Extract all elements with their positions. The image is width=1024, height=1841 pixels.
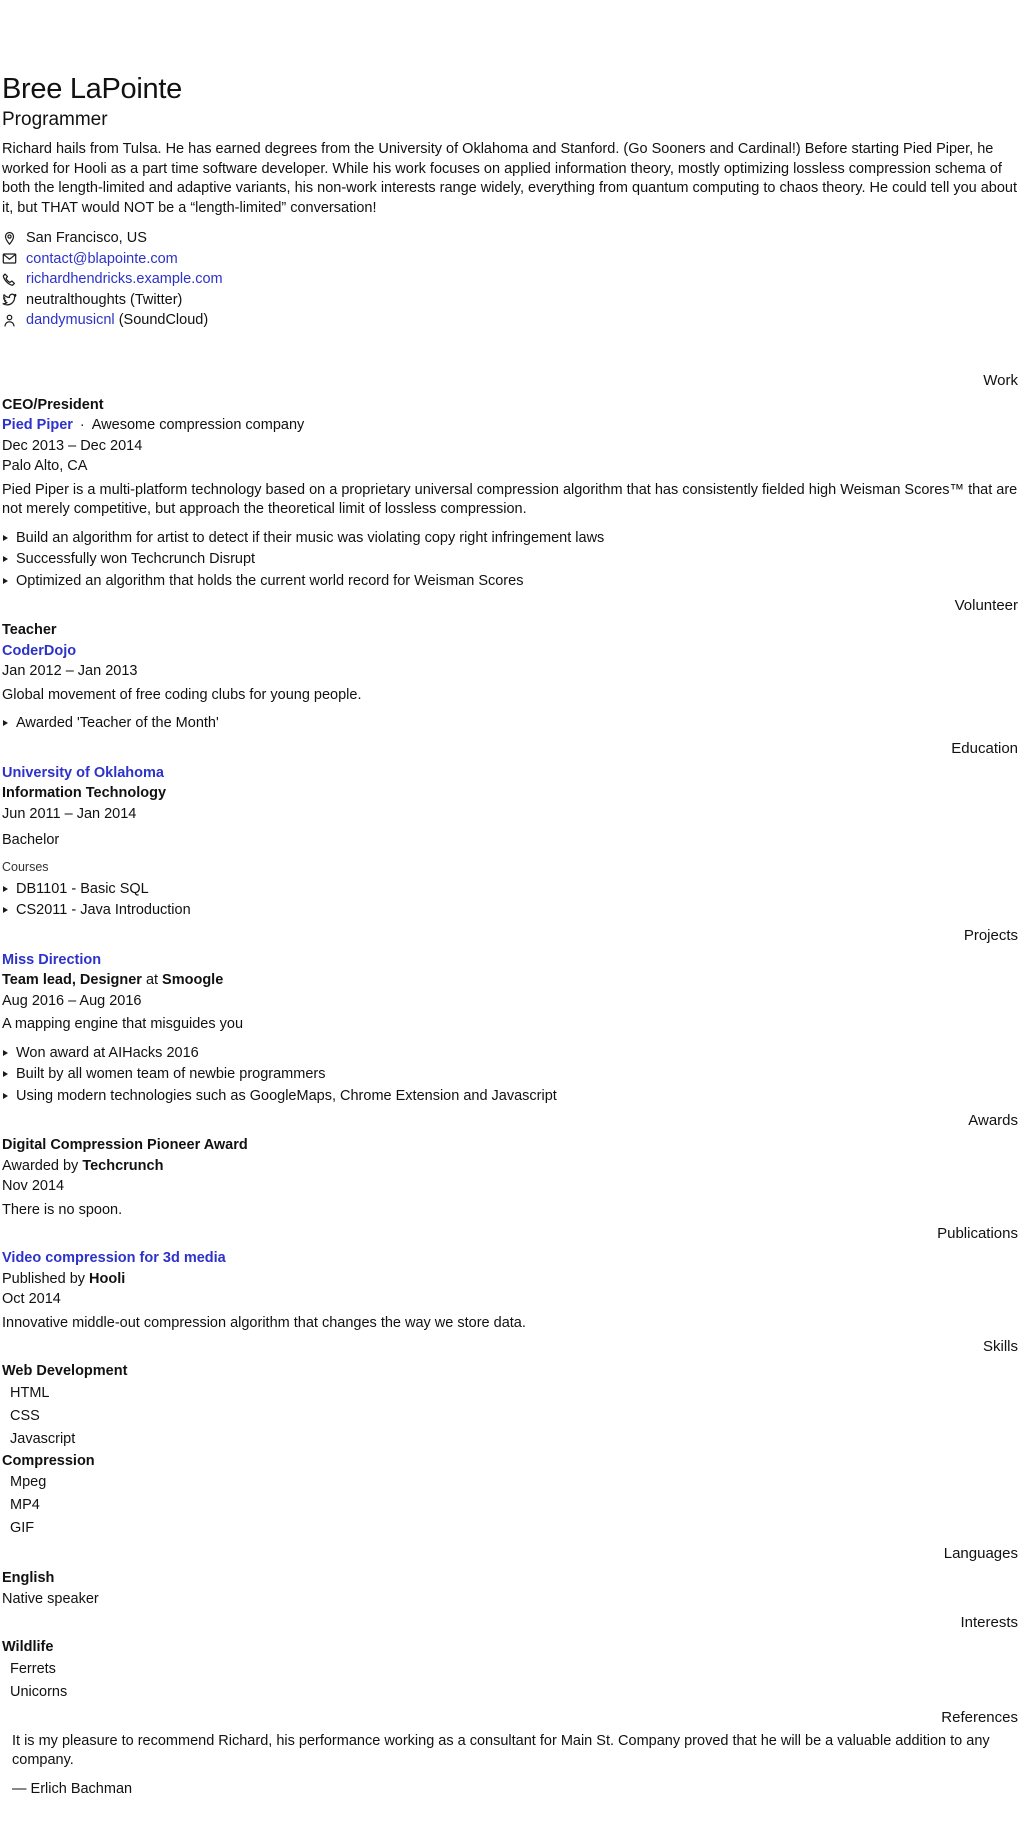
skills-heading: Skills xyxy=(982,1338,1018,1355)
work-highlight: Optimized an algorithm that holds the current world record for Weisman Scores xyxy=(2,571,1018,593)
section-volunteer xyxy=(2,596,1018,735)
project-summary: A mapping engine that misguides you xyxy=(2,1016,244,1032)
award-awarder: Techcrunch xyxy=(82,1157,164,1174)
project-item xyxy=(2,950,1018,1108)
awards-heading: Awards xyxy=(968,1112,1018,1129)
work-company-line xyxy=(2,415,1018,436)
award-date: Nov 2014 xyxy=(2,1178,65,1194)
person-label: Programmer xyxy=(2,109,108,130)
education-heading: Education xyxy=(951,739,1018,757)
skill-keyword: Javascript xyxy=(10,1430,76,1447)
language-name: English xyxy=(2,1570,55,1586)
section-skills xyxy=(2,1337,1018,1540)
skill-keyword: MP4 xyxy=(10,1497,40,1513)
section-projects xyxy=(2,926,1018,1108)
education-institution-link[interactable]: University of Oklahoma xyxy=(2,764,164,781)
location-text: San Francisco, US xyxy=(26,230,147,247)
reference-item xyxy=(2,1732,1018,1800)
soundcloud-text xyxy=(26,312,208,328)
contact-list xyxy=(2,228,1018,331)
publication-item xyxy=(2,1248,1018,1333)
languages-heading: Languages xyxy=(943,1545,1018,1562)
section-education xyxy=(2,739,1018,922)
email-link[interactable]: contact@blapointe.com xyxy=(26,250,178,267)
award-summary: There is no spoon. xyxy=(2,1201,123,1218)
skill-keyword: HTML xyxy=(10,1384,50,1401)
soundcloud-suffix: (SoundCloud) xyxy=(114,312,209,329)
skill-group xyxy=(2,1361,1018,1451)
published-by-label: Published by xyxy=(2,1270,86,1287)
volunteer-item xyxy=(2,620,1018,735)
skill-group xyxy=(2,1451,1018,1541)
project-at-label: at xyxy=(145,972,159,988)
education-item xyxy=(2,763,1018,922)
education-degree: Bachelor xyxy=(2,832,60,848)
publication-date: Oct 2014 xyxy=(2,1291,61,1307)
soundcloud-link[interactable]: dandymusicnl xyxy=(26,312,115,329)
interest-keyword: Unicorns xyxy=(10,1683,68,1700)
language-item xyxy=(2,1568,1018,1609)
person-summary: Richard hails from Tulsa. He has earned degrees from the University of Oklahoma and Stanford. (Go Sooners and Cardinal!) Before starting Pied Piper, he worked for Hooli as a part time software developer. While his work focuses on applied information theory, mostly optimizing lossless compression schema of both the length-limited and adaptive variants, his non-work interests range widely, everything from quantum computing to chaos theory. He could tell you about it, but THAT would NOT be a “length-limited” conversation! xyxy=(2,141,1018,216)
references-heading: References xyxy=(941,1708,1018,1726)
project-highlight: Built by all women team of newbie programmers xyxy=(2,1064,1018,1086)
volunteer-heading: Volunteer xyxy=(954,597,1018,614)
skill-keyword: CSS xyxy=(10,1407,40,1424)
publication-summary: Innovative middle-out compression algorithm that changes the way we store data. xyxy=(2,1314,526,1331)
courses-label: Courses xyxy=(2,859,49,874)
section-references xyxy=(2,1708,1018,1800)
person-icon xyxy=(2,313,17,328)
section-publications xyxy=(2,1224,1018,1333)
twitter-row xyxy=(2,290,1018,311)
resume-header xyxy=(2,72,1018,331)
email-row xyxy=(2,249,1018,270)
section-work xyxy=(2,371,1018,593)
volunteer-organization-link[interactable]: CoderDojo xyxy=(2,642,77,659)
volunteer-highlights xyxy=(2,713,1018,735)
phone-row xyxy=(2,269,1018,290)
interests-heading: Interests xyxy=(960,1614,1018,1631)
awarded-by-label: Awarded by xyxy=(2,1157,79,1174)
project-name-link[interactable]: Miss Direction xyxy=(2,951,102,968)
project-dates: Aug 2016 – Aug 2016 xyxy=(2,992,142,1009)
work-item xyxy=(2,395,1018,593)
work-heading: Work xyxy=(983,371,1018,389)
section-interests xyxy=(2,1613,1018,1704)
projects-heading: Projects xyxy=(963,926,1018,944)
interest-group xyxy=(2,1637,1018,1704)
volunteer-position: Teacher xyxy=(2,622,57,638)
education-area: Information Technology xyxy=(2,785,167,801)
reference-author: — Erlich Bachman xyxy=(12,1780,133,1797)
reference-quote: It is my pleasure to recommend Richard, his performance working as a consultant for Main St. Company proved that he will be a valuable addition to any company. xyxy=(12,1732,990,1768)
skill-keyword: GIF xyxy=(10,1520,35,1536)
interest-name: Wildlife xyxy=(2,1639,54,1655)
work-company-link[interactable]: Pied Piper xyxy=(2,417,73,433)
separator-dot: · xyxy=(79,417,85,433)
project-highlights xyxy=(2,1043,1018,1108)
location-row xyxy=(2,228,1018,249)
award-awarder-line xyxy=(2,1156,1018,1177)
mail-icon xyxy=(2,251,17,266)
section-languages xyxy=(2,1544,1018,1609)
volunteer-organization-line xyxy=(2,641,1018,662)
volunteer-dates: Jan 2012 – Jan 2013 xyxy=(2,663,138,679)
phone-icon xyxy=(2,272,17,287)
skill-group-name: Web Development xyxy=(2,1363,128,1379)
publication-publisher: Hooli xyxy=(89,1270,126,1287)
interest-keyword: Ferrets xyxy=(10,1660,56,1677)
work-highlights xyxy=(2,528,1018,593)
course-item: DB1101 - Basic SQL xyxy=(2,879,1018,901)
skill-group-name: Compression xyxy=(2,1452,95,1469)
education-institution-line xyxy=(2,763,1018,784)
language-fluency: Native speaker xyxy=(2,1590,99,1607)
work-location: Palo Alto, CA xyxy=(2,458,88,474)
education-dates: Jun 2011 – Jan 2014 xyxy=(2,805,137,822)
volunteer-summary: Global movement of free coding clubs for young people. xyxy=(2,686,362,703)
publication-name-line xyxy=(2,1248,1018,1269)
project-name-line xyxy=(2,950,1018,971)
award-item xyxy=(2,1135,1018,1220)
location-pin-icon xyxy=(2,231,17,246)
person-name: Bree LaPointe xyxy=(2,73,182,105)
soundcloud-row xyxy=(2,310,1018,331)
section-awards xyxy=(2,1111,1018,1220)
project-entity: Smoogle xyxy=(162,972,224,988)
work-position: CEO/President xyxy=(2,396,104,413)
work-highlight: Build an algorithm for artist to detect if their music was violating copy right infringement laws xyxy=(2,528,1018,550)
twitter-text: neutralthoughts (Twitter) xyxy=(26,291,183,308)
skill-keyword: Mpeg xyxy=(10,1474,47,1490)
publication-name-link[interactable]: Video compression for 3d media xyxy=(2,1250,226,1266)
publication-publisher-line xyxy=(2,1269,1018,1290)
work-company-description: Awesome compression company xyxy=(91,417,305,433)
website-link[interactable]: richardhendricks.example.com xyxy=(26,271,223,288)
award-title: Digital Compression Pioneer Award xyxy=(2,1137,248,1153)
work-dates: Dec 2013 – Dec 2014 xyxy=(2,437,143,454)
education-courses xyxy=(2,879,1018,922)
work-summary: Pied Piper is a multi-platform technology based on a proprietary universal compression algorithm that has consistently fielded high Weisman Scores™ that are not merely competitive, but approach the theoretical limit of lossless compression. xyxy=(2,481,1018,517)
project-roles: Team lead, Designer xyxy=(2,972,142,988)
project-roles-line xyxy=(2,970,1018,991)
course-item: CS2011 - Java Introduction xyxy=(2,900,1018,922)
work-highlight: Successfully won Techcrunch Disrupt xyxy=(2,549,1018,571)
project-highlight: Won award at AIHacks 2016 xyxy=(2,1043,1018,1065)
publications-heading: Publications xyxy=(937,1225,1018,1242)
project-highlight: Using modern technologies such as GoogleMaps, Chrome Extension and Javascript xyxy=(2,1086,1018,1108)
volunteer-highlight: Awarded 'Teacher of the Month' xyxy=(2,713,1018,735)
twitter-icon xyxy=(2,292,17,307)
